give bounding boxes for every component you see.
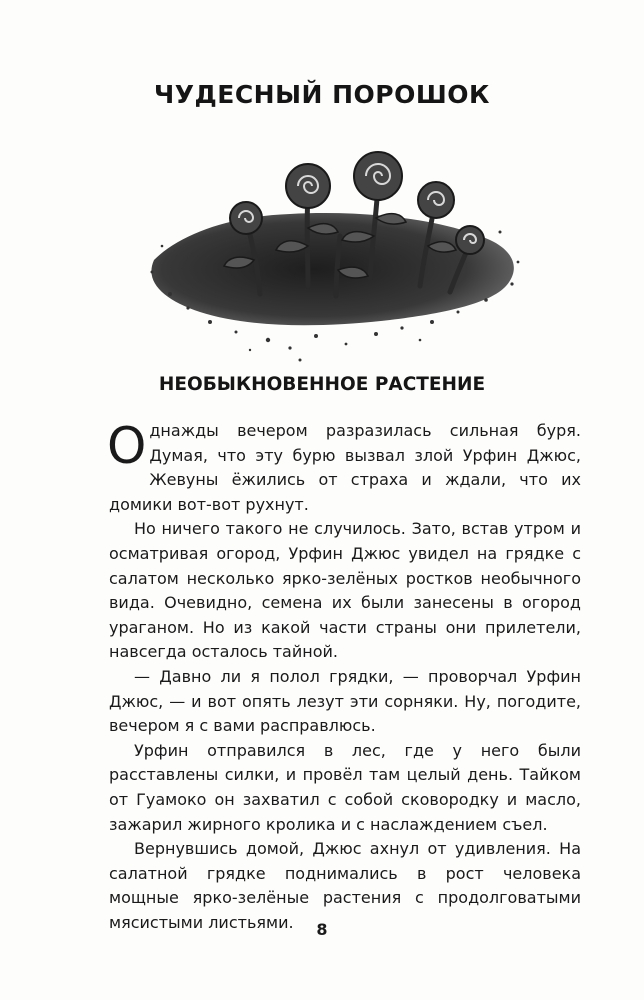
page-number: 8 (316, 920, 328, 939)
body-text (109, 419, 581, 935)
paragraph-1 (109, 419, 581, 517)
plant-illustration (140, 136, 524, 372)
paragraph-1-text: днажды вечером разразилась сильная буря. Думая, что эту бурю вызвал злой Урфин Джюс, Жевуны ёжились от страха и ждали, что их домики вот-вот рухнут. (109, 421, 581, 514)
chapter-title: ЧУДЕСНЫЙ ПОРОШОК (154, 80, 490, 109)
paragraph-4: Урфин отправился в лес, где у него были расставлены силки, и провёл там целый день. Тайком от Гуамоко он захватил с собой сковородку и масло, зажарил жирного кролика и с наслаждением съел. (109, 740, 581, 834)
paragraph-3: — Давно ли я полол грядки, — проворчал Урфин Джюс, — и вот опять лезут эти сорняки. Ну, погодите, вечером я с вами расправлюсь. (109, 666, 581, 736)
section-title: НЕОБЫКНОВЕННОЕ РАСТЕНИЕ (158, 374, 486, 395)
paragraph-5: Вернувшись домой, Джюс ахнул от удивления. На салатной грядке поднимались в рост человека мощные ярко-зелёные растения с продолговатыми мясистыми листьями. (109, 839, 581, 932)
paragraph-2: Но ничего такого не случилось. Зато, встав утром и осматривая огород, Урфин Джюс увидел на грядке с салатом несколько ярко-зелёных ростков необычного вида. Очевидно, семена их были занесены в огород ураганом. Но из какой части страны они прилетели, навсегда осталось тайной. (109, 519, 581, 662)
drop-cap: О (107, 417, 147, 475)
